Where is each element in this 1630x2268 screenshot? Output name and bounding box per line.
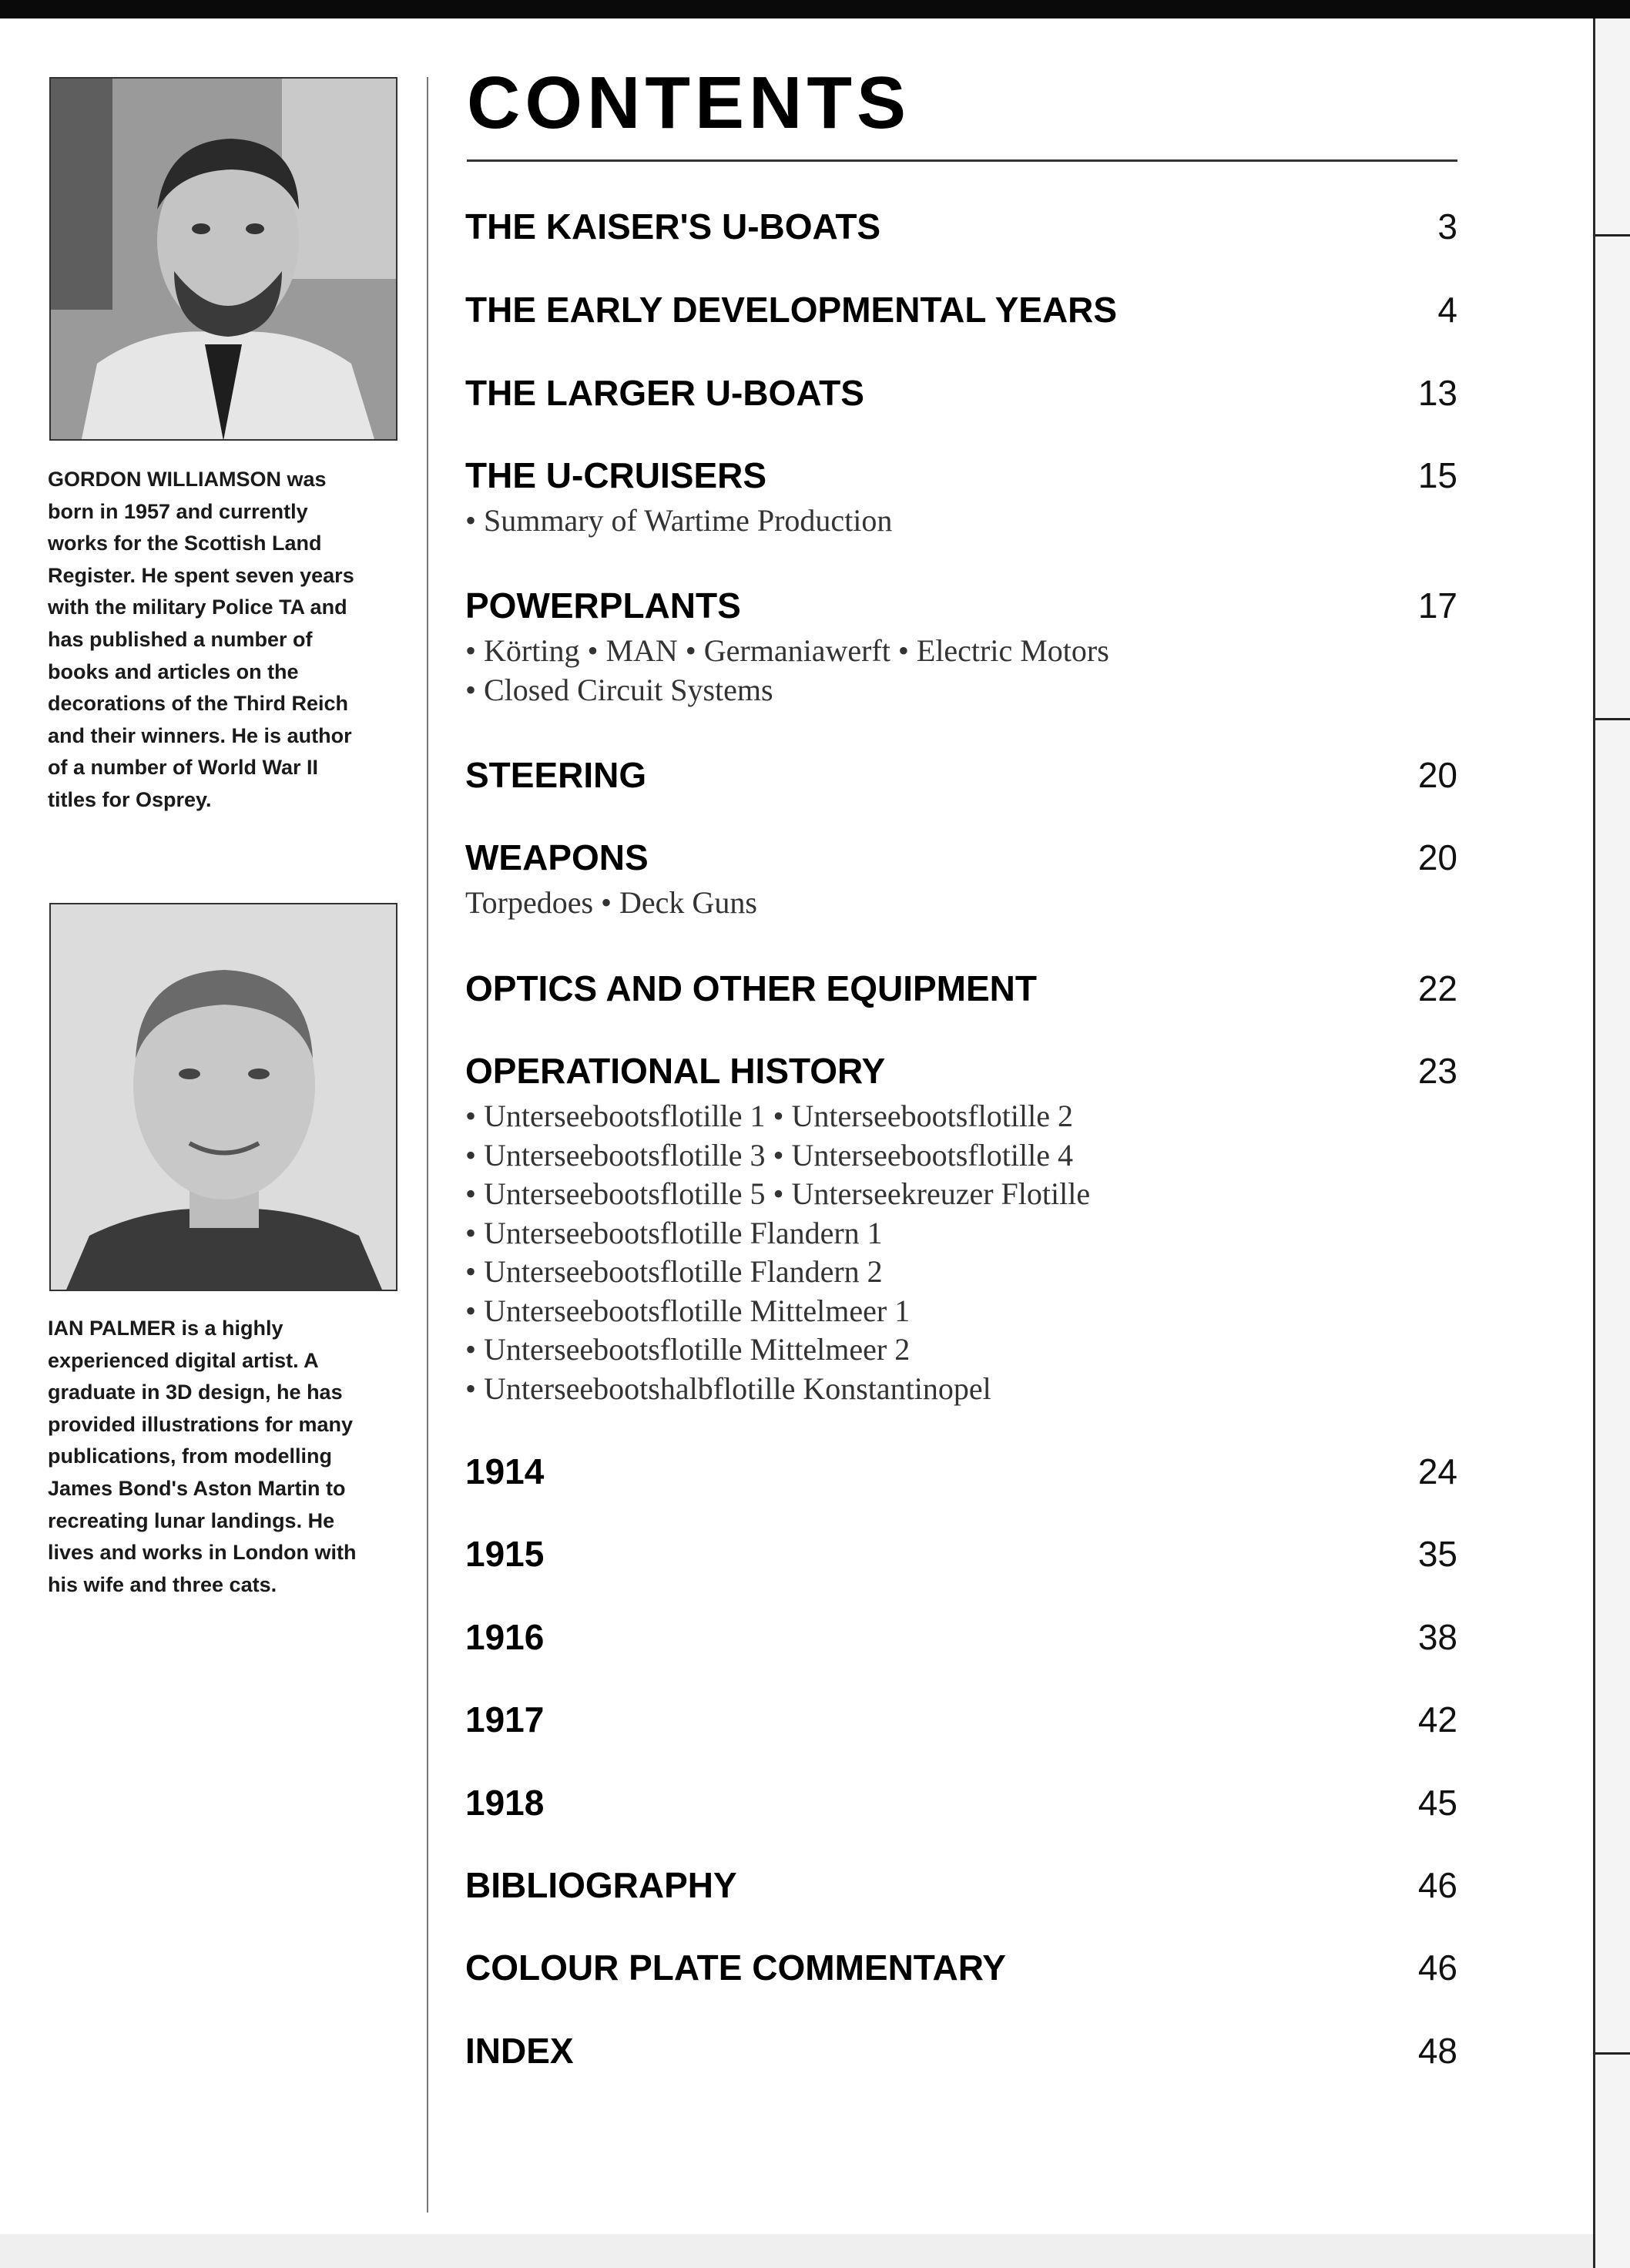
scan-top-edge <box>0 0 1630 18</box>
toc-entry-title: OPTICS AND OTHER EQUIPMENT <box>465 968 1037 1008</box>
scan-bottom-edge <box>0 2234 1593 2268</box>
toc-subentry-line: • Unterseebootsflotille 5 • Unterseekreuzer Flotille <box>465 1176 1091 1211</box>
toc-subentry-line: • Unterseebootshalbflotille Konstantinopel <box>465 1371 991 1406</box>
toc-entry-title: 1917 <box>465 1699 545 1740</box>
bio-line: his wife and three cats. <box>48 1572 277 1596</box>
toc-entry-title: THE U-CRUISERS <box>465 455 767 495</box>
toc-page-number: 23 <box>1417 1051 1457 1091</box>
bio-line: born in 1957 and currently <box>48 499 308 523</box>
toc-entry-title: 1915 <box>465 1534 545 1574</box>
toc-page-number: 38 <box>1417 1617 1457 1657</box>
toc-entry-title: POWERPLANTS <box>465 585 741 626</box>
toc-page-number: 15 <box>1417 455 1457 495</box>
toc-entry-title: WEAPONS <box>465 837 649 877</box>
toc-entry[interactable] <box>465 1780 1457 1826</box>
bio-line: works for the Scottish Land <box>48 532 322 555</box>
toc-entry-title: STEERING <box>465 755 647 795</box>
page-title: CONTENTS <box>467 62 911 144</box>
toc-entry[interactable] <box>465 965 1457 1012</box>
toc-subentry-line: • Unterseebootsflotille 3 • Unterseebootsflotille 4 <box>465 1137 1073 1173</box>
bio-line: has published a number of <box>48 627 313 651</box>
toc-entry[interactable] <box>465 1862 1457 1908</box>
toc-subentry-line: • Unterseebootsflotille Mittelmeer 1 <box>465 1293 911 1328</box>
toc-entry[interactable] <box>465 370 1457 416</box>
toc-entry[interactable] <box>465 834 1457 920</box>
toc-page-number: 45 <box>1417 1783 1457 1823</box>
toc-entry-title: INDEX <box>465 2031 574 2071</box>
bio-line: Register. He spent seven years <box>48 563 354 587</box>
bio-line: IAN PALMER is a highly <box>48 1317 283 1340</box>
toc-entry[interactable] <box>465 1696 1457 1743</box>
toc-page-number: 48 <box>1417 2031 1457 2071</box>
toc-entry[interactable] <box>465 1448 1457 1495</box>
toc-entry[interactable] <box>465 752 1457 798</box>
toc-subentry-line: • Unterseebootsflotille Flandern 2 <box>465 1254 883 1289</box>
toc-entry[interactable] <box>465 2028 1457 2074</box>
author-bio-gordon-williamson <box>48 464 410 817</box>
bio-line: GORDON WILLIAMSON was <box>48 468 327 491</box>
bio-line: and their winners. He is author <box>48 723 352 747</box>
bio-line: with the military Police TA and <box>48 596 347 619</box>
author-photo-gordon-williamson <box>49 77 397 441</box>
bio-line: publications, from modelling <box>48 1444 333 1468</box>
bio-line: provided illustrations for many <box>48 1412 354 1436</box>
bio-line: books and articles on the <box>48 659 299 683</box>
toc-subentry-line: Torpedoes • Deck Guns <box>465 885 757 920</box>
toc-entry-title: 1914 <box>465 1451 545 1491</box>
toc-entry-title: THE LARGER U-BOATS <box>465 373 864 413</box>
toc-entry[interactable] <box>465 1531 1457 1577</box>
bio-line: recreating lunar landings. He <box>48 1508 335 1532</box>
toc-entry[interactable] <box>465 1048 1457 1406</box>
bio-line: of a number of World War II <box>48 756 318 780</box>
toc-entry[interactable] <box>465 1614 1457 1660</box>
toc-entry-title: 1916 <box>465 1617 545 1657</box>
toc-subentries <box>465 632 1109 710</box>
facing-page-edge <box>1593 18 1630 2268</box>
toc-entry-title: COLOUR PLATE COMMENTARY <box>465 1948 1006 1988</box>
toc-entry[interactable] <box>465 452 1457 538</box>
toc-entry-title: THE EARLY DEVELOPMENTAL YEARS <box>465 290 1118 330</box>
toc-entry[interactable] <box>465 287 1457 333</box>
bio-line: James Bond's Aston Martin to <box>48 1476 346 1500</box>
toc-page-number: 42 <box>1417 1699 1457 1740</box>
toc-page-number: 17 <box>1417 585 1457 626</box>
toc-subentry-line: • Körting • MAN • Germaniawerft • Electric Motors <box>465 633 1109 668</box>
toc-page-number: 46 <box>1417 1865 1457 1905</box>
toc-entry-title: OPERATIONAL HISTORY <box>465 1051 886 1091</box>
toc-subentry-line: • Unterseebootsflotille 1 • Unterseebootsflotille 2 <box>465 1099 1073 1133</box>
toc-page-number: 20 <box>1417 755 1457 795</box>
toc-entry-title: 1918 <box>465 1783 545 1823</box>
toc-entry-title: THE KAISER'S U-BOATS <box>465 206 881 247</box>
toc-page-number: 24 <box>1417 1451 1457 1491</box>
toc-page-number: 13 <box>1417 373 1457 413</box>
toc-page-number: 35 <box>1417 1534 1457 1574</box>
toc-page-number: 46 <box>1417 1948 1457 1988</box>
bio-line: lives and works in London with <box>48 1541 357 1565</box>
toc-page-number: 3 <box>1437 206 1457 247</box>
bio-line: experienced digital artist. A <box>48 1348 319 1372</box>
toc-subentry-line: • Unterseebootsflotille Mittelmeer 2 <box>465 1332 911 1367</box>
toc-entry-title: BIBLIOGRAPHY <box>465 1865 737 1905</box>
column-divider <box>427 77 428 2213</box>
toc-entry[interactable] <box>465 582 1457 707</box>
bio-line: decorations of the Third Reich <box>48 692 349 716</box>
toc-page-number: 4 <box>1437 290 1457 330</box>
toc-subentry-line: • Unterseebootsflotille Flandern 1 <box>465 1215 883 1250</box>
toc-entry[interactable] <box>465 203 1457 250</box>
author-photo-ian-palmer <box>49 903 397 1291</box>
bio-line: graduate in 3D design, he has <box>48 1381 343 1404</box>
title-underline <box>467 159 1457 162</box>
toc-page-number: 22 <box>1417 968 1457 1008</box>
toc-page-number: 20 <box>1417 837 1457 877</box>
toc-subentry-line: • Closed Circuit Systems <box>465 672 773 707</box>
author-bio-ian-palmer <box>48 1313 410 1601</box>
toc-subentry-line: • Summary of Wartime Production <box>465 503 893 538</box>
toc-subentries <box>465 502 892 541</box>
toc-entry[interactable] <box>465 1944 1457 1991</box>
toc-subentries <box>465 884 757 923</box>
toc-subentries <box>465 1097 1090 1408</box>
bio-line: titles for Osprey. <box>48 787 212 811</box>
